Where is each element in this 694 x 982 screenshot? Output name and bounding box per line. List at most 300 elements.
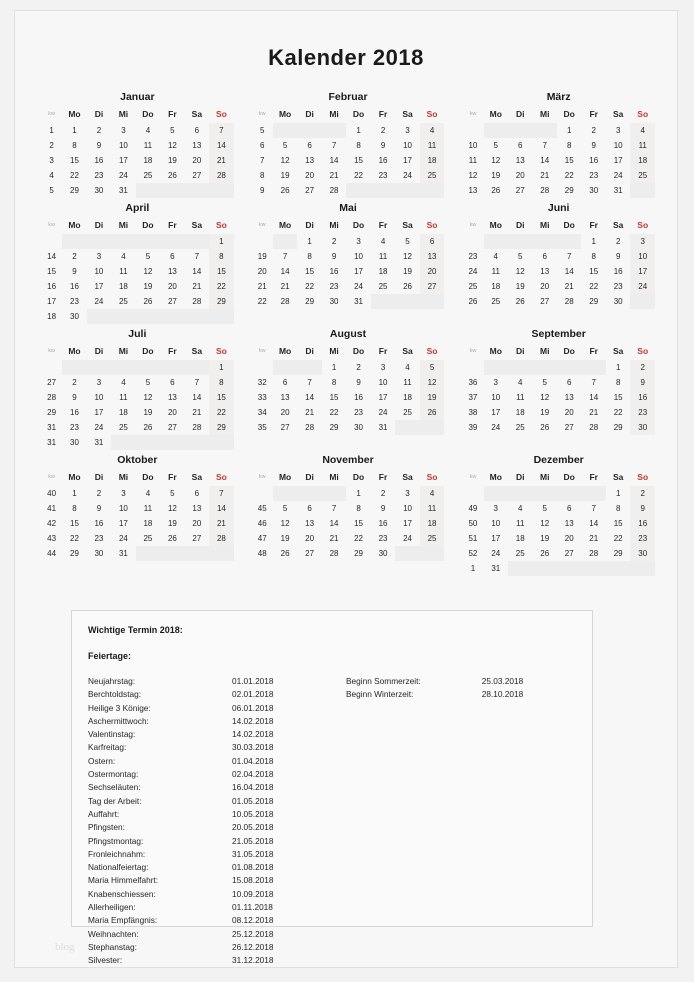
day-cell[interactable]: 30 bbox=[613, 297, 623, 306]
day-cell[interactable]: 22 bbox=[613, 408, 623, 417]
day-cell[interactable]: 18 bbox=[403, 393, 412, 402]
day-cell[interactable]: 28 bbox=[564, 297, 574, 306]
day-cell[interactable]: 2 bbox=[380, 489, 386, 498]
day-cell[interactable]: 16 bbox=[378, 519, 388, 528]
day-cell[interactable]: 6 bbox=[567, 504, 572, 513]
day-cell[interactable]: 19 bbox=[540, 408, 550, 417]
day-cell[interactable]: 10 bbox=[630, 249, 655, 264]
day-cell[interactable]: 23 bbox=[589, 171, 599, 180]
day-cell[interactable]: 27 bbox=[192, 534, 202, 543]
day-cell[interactable]: 14 bbox=[329, 156, 339, 165]
day-cell[interactable]: 10 bbox=[94, 267, 104, 276]
day-cell[interactable]: 8 bbox=[331, 378, 337, 387]
day-cell[interactable]: 24 bbox=[118, 171, 128, 180]
day-cell[interactable]: 8 bbox=[72, 141, 77, 150]
day-cell[interactable]: 4 bbox=[145, 489, 151, 498]
day-cell[interactable]: 9 bbox=[72, 393, 77, 402]
day-cell[interactable]: 30 bbox=[630, 546, 655, 561]
day-cell[interactable]: 5 bbox=[282, 504, 288, 513]
day-cell[interactable]: 28 bbox=[589, 423, 599, 432]
day-cell[interactable]: 6 bbox=[170, 378, 175, 387]
day-cell[interactable]: 6 bbox=[194, 126, 200, 135]
day-cell[interactable]: 1 bbox=[209, 360, 234, 375]
day-cell[interactable]: 17 bbox=[403, 519, 412, 528]
day-cell[interactable]: 29 bbox=[613, 549, 623, 558]
day-cell[interactable]: 30 bbox=[354, 423, 363, 432]
day-cell[interactable]: 5 bbox=[170, 126, 175, 135]
day-cell[interactable]: 7 bbox=[542, 141, 547, 150]
day-cell[interactable]: 9 bbox=[72, 267, 77, 276]
day-cell[interactable]: 1 bbox=[591, 237, 596, 246]
day-cell[interactable]: 7 bbox=[307, 378, 312, 387]
day-cell[interactable]: 28 bbox=[329, 186, 339, 195]
day-cell[interactable]: 26 bbox=[540, 423, 550, 432]
day-cell[interactable]: 20 bbox=[564, 534, 574, 543]
day-cell[interactable]: 15 bbox=[70, 519, 79, 528]
day-cell[interactable]: 21 bbox=[305, 408, 315, 417]
day-cell[interactable]: 12 bbox=[280, 156, 290, 165]
day-cell[interactable]: 23 bbox=[70, 423, 79, 432]
day-cell[interactable]: 6 bbox=[567, 378, 572, 387]
day-cell[interactable]: 9 bbox=[380, 141, 386, 150]
day-cell[interactable]: 9 bbox=[380, 504, 386, 513]
day-cell[interactable]: 1 bbox=[567, 126, 572, 135]
day-cell[interactable]: 4 bbox=[518, 504, 523, 513]
day-cell[interactable]: 19 bbox=[540, 534, 550, 543]
day-cell[interactable]: 11 bbox=[491, 267, 500, 276]
day-cell[interactable]: 24 bbox=[613, 171, 623, 180]
day-cell[interactable]: 17 bbox=[118, 156, 128, 165]
day-cell[interactable]: 19 bbox=[167, 519, 177, 528]
day-cell[interactable]: 17 bbox=[630, 264, 655, 279]
day-cell[interactable]: 27 bbox=[564, 423, 574, 432]
day-cell[interactable]: 15 bbox=[209, 390, 234, 405]
day-cell[interactable]: 5 bbox=[145, 378, 151, 387]
day-cell[interactable]: 30 bbox=[94, 549, 104, 558]
day-cell[interactable]: 19 bbox=[280, 534, 290, 543]
day-cell[interactable]: 31 bbox=[118, 549, 128, 558]
day-cell[interactable]: 4 bbox=[405, 363, 410, 372]
day-cell[interactable]: 24 bbox=[354, 282, 363, 291]
day-cell[interactable]: 1 bbox=[356, 489, 361, 498]
day-cell[interactable]: 8 bbox=[356, 504, 361, 513]
day-cell[interactable]: 28 bbox=[209, 168, 234, 183]
day-cell[interactable]: 17 bbox=[491, 534, 501, 543]
day-cell[interactable]: 24 bbox=[491, 549, 501, 558]
day-cell[interactable]: 20 bbox=[167, 282, 177, 291]
day-cell[interactable]: 10 bbox=[491, 519, 501, 528]
day-cell[interactable]: 3 bbox=[380, 363, 386, 372]
day-cell[interactable]: 10 bbox=[613, 141, 623, 150]
day-cell[interactable]: 14 bbox=[564, 267, 574, 276]
day-cell[interactable]: 5 bbox=[282, 141, 288, 150]
day-cell[interactable]: 26 bbox=[143, 297, 153, 306]
day-cell[interactable]: 12 bbox=[280, 519, 290, 528]
day-cell[interactable]: 10 bbox=[94, 393, 104, 402]
day-cell[interactable]: 5 bbox=[493, 141, 498, 150]
day-cell[interactable]: 19 bbox=[143, 408, 153, 417]
day-cell[interactable]: 6 bbox=[282, 378, 288, 387]
day-cell[interactable]: 13 bbox=[192, 141, 202, 150]
day-cell[interactable]: 20 bbox=[192, 156, 202, 165]
day-cell[interactable]: 9 bbox=[96, 504, 102, 513]
day-cell[interactable]: 22 bbox=[305, 282, 315, 291]
day-cell[interactable]: 22 bbox=[613, 534, 623, 543]
day-cell[interactable]: 29 bbox=[354, 549, 363, 558]
day-cell[interactable]: 14 bbox=[280, 267, 290, 276]
day-cell[interactable]: 17 bbox=[378, 393, 388, 402]
day-cell[interactable]: 21 bbox=[209, 516, 234, 531]
day-cell[interactable]: 18 bbox=[491, 282, 501, 291]
day-cell[interactable]: 16 bbox=[70, 282, 79, 291]
day-cell[interactable]: 12 bbox=[403, 252, 412, 261]
day-cell[interactable]: 9 bbox=[96, 141, 102, 150]
day-cell[interactable]: 5 bbox=[542, 504, 547, 513]
day-cell[interactable]: 15 bbox=[613, 393, 623, 402]
day-cell[interactable]: 15 bbox=[613, 519, 623, 528]
day-cell[interactable]: 16 bbox=[354, 393, 363, 402]
day-cell[interactable]: 23 bbox=[378, 534, 388, 543]
day-cell[interactable]: 3 bbox=[121, 126, 126, 135]
day-cell[interactable]: 30 bbox=[630, 420, 655, 435]
day-cell[interactable]: 9 bbox=[630, 501, 655, 516]
day-cell[interactable]: 27 bbox=[167, 423, 177, 432]
day-cell[interactable]: 21 bbox=[280, 282, 290, 291]
day-cell[interactable]: 20 bbox=[420, 264, 445, 279]
day-cell[interactable]: 3 bbox=[121, 489, 126, 498]
day-cell[interactable]: 22 bbox=[329, 408, 339, 417]
day-cell[interactable]: 16 bbox=[329, 267, 339, 276]
day-cell[interactable]: 26 bbox=[280, 549, 290, 558]
day-cell[interactable]: 13 bbox=[280, 393, 290, 402]
day-cell[interactable]: 4 bbox=[493, 252, 498, 261]
day-cell[interactable]: 13 bbox=[167, 393, 177, 402]
day-cell[interactable]: 22 bbox=[209, 405, 234, 420]
day-cell[interactable]: 3 bbox=[356, 237, 361, 246]
day-cell[interactable]: 3 bbox=[96, 252, 102, 261]
day-cell[interactable]: 11 bbox=[403, 378, 412, 387]
day-cell[interactable]: 16 bbox=[613, 267, 623, 276]
day-cell[interactable]: 22 bbox=[70, 534, 79, 543]
day-cell[interactable]: 23 bbox=[354, 408, 363, 417]
day-cell[interactable]: 3 bbox=[630, 234, 655, 249]
day-cell[interactable]: 25 bbox=[378, 282, 388, 291]
day-cell[interactable]: 5 bbox=[518, 252, 523, 261]
day-cell[interactable]: 6 bbox=[542, 252, 547, 261]
day-cell[interactable]: 12 bbox=[420, 375, 445, 390]
day-cell[interactable]: 2 bbox=[630, 360, 655, 375]
day-cell[interactable]: 31 bbox=[613, 186, 623, 195]
day-cell[interactable]: 6 bbox=[420, 234, 445, 249]
day-cell[interactable]: 13 bbox=[515, 156, 525, 165]
day-cell[interactable]: 18 bbox=[515, 534, 525, 543]
day-cell[interactable]: 15 bbox=[329, 393, 339, 402]
day-cell[interactable]: 9 bbox=[630, 375, 655, 390]
day-cell[interactable]: 2 bbox=[356, 363, 361, 372]
day-cell[interactable]: 26 bbox=[143, 423, 153, 432]
day-cell[interactable]: 31 bbox=[491, 564, 501, 573]
day-cell[interactable]: 5 bbox=[542, 378, 547, 387]
day-cell[interactable]: 9 bbox=[591, 141, 596, 150]
day-cell[interactable]: 8 bbox=[209, 375, 234, 390]
day-cell[interactable]: 16 bbox=[630, 390, 655, 405]
day-cell[interactable]: 20 bbox=[280, 408, 290, 417]
day-cell[interactable]: 26 bbox=[403, 282, 412, 291]
day-cell[interactable]: 12 bbox=[540, 393, 550, 402]
day-cell[interactable]: 18 bbox=[420, 153, 445, 168]
day-cell[interactable]: 2 bbox=[331, 237, 337, 246]
day-cell[interactable]: 31 bbox=[118, 186, 128, 195]
day-cell[interactable]: 7 bbox=[591, 504, 596, 513]
day-cell[interactable]: 17 bbox=[403, 156, 412, 165]
day-cell[interactable]: 28 bbox=[209, 531, 234, 546]
day-cell[interactable]: 19 bbox=[420, 390, 445, 405]
day-cell[interactable]: 23 bbox=[94, 534, 104, 543]
day-cell[interactable]: 3 bbox=[96, 378, 102, 387]
day-cell[interactable]: 21 bbox=[589, 408, 599, 417]
day-cell[interactable]: 30 bbox=[329, 297, 339, 306]
day-cell[interactable]: 25 bbox=[118, 297, 128, 306]
day-cell[interactable]: 2 bbox=[96, 126, 102, 135]
day-cell[interactable]: 4 bbox=[380, 237, 386, 246]
day-cell[interactable]: 16 bbox=[630, 516, 655, 531]
day-cell[interactable]: 8 bbox=[615, 378, 621, 387]
day-cell[interactable]: 13 bbox=[564, 393, 574, 402]
day-cell[interactable]: 4 bbox=[121, 378, 126, 387]
day-cell[interactable]: 2 bbox=[72, 378, 77, 387]
day-cell[interactable]: 13 bbox=[305, 519, 315, 528]
day-cell[interactable]: 1 bbox=[72, 126, 77, 135]
day-cell[interactable]: 19 bbox=[515, 282, 525, 291]
day-cell[interactable]: 3 bbox=[405, 126, 410, 135]
day-cell[interactable]: 24 bbox=[630, 279, 655, 294]
day-cell[interactable]: 18 bbox=[420, 516, 445, 531]
day-cell[interactable]: 20 bbox=[540, 282, 550, 291]
day-cell[interactable]: 14 bbox=[589, 519, 599, 528]
day-cell[interactable]: 14 bbox=[329, 519, 339, 528]
day-cell[interactable]: 16 bbox=[589, 156, 599, 165]
day-cell[interactable]: 18 bbox=[143, 519, 153, 528]
day-cell[interactable]: 18 bbox=[143, 156, 153, 165]
day-cell[interactable]: 7 bbox=[331, 504, 337, 513]
day-cell[interactable]: 29 bbox=[70, 549, 79, 558]
day-cell[interactable]: 4 bbox=[145, 126, 151, 135]
day-cell[interactable]: 28 bbox=[192, 297, 202, 306]
day-cell[interactable]: 5 bbox=[170, 489, 175, 498]
day-cell[interactable]: 25 bbox=[143, 171, 153, 180]
day-cell[interactable]: 19 bbox=[280, 171, 290, 180]
day-cell[interactable]: 24 bbox=[94, 423, 104, 432]
day-cell[interactable]: 26 bbox=[515, 297, 525, 306]
day-cell[interactable]: 24 bbox=[403, 171, 412, 180]
day-cell[interactable]: 1 bbox=[72, 489, 77, 498]
day-cell[interactable]: 25 bbox=[630, 168, 655, 183]
day-cell[interactable]: 20 bbox=[305, 534, 315, 543]
day-cell[interactable]: 11 bbox=[378, 252, 388, 261]
day-cell[interactable]: 30 bbox=[589, 186, 599, 195]
day-cell[interactable]: 9 bbox=[615, 252, 621, 261]
day-cell[interactable]: 6 bbox=[518, 141, 523, 150]
day-cell[interactable]: 10 bbox=[378, 378, 388, 387]
day-cell[interactable]: 10 bbox=[118, 141, 128, 150]
day-cell[interactable]: 10 bbox=[354, 252, 363, 261]
day-cell[interactable]: 26 bbox=[167, 534, 177, 543]
day-cell[interactable]: 13 bbox=[305, 156, 315, 165]
day-cell[interactable]: 12 bbox=[491, 156, 501, 165]
day-cell[interactable]: 20 bbox=[564, 408, 574, 417]
day-cell[interactable]: 14 bbox=[540, 156, 550, 165]
day-cell[interactable]: 8 bbox=[567, 141, 572, 150]
day-cell[interactable]: 26 bbox=[420, 405, 445, 420]
day-cell[interactable]: 22 bbox=[209, 279, 234, 294]
day-cell[interactable]: 28 bbox=[329, 549, 339, 558]
day-cell[interactable]: 25 bbox=[515, 423, 525, 432]
day-cell[interactable]: 2 bbox=[591, 126, 596, 135]
day-cell[interactable]: 29 bbox=[329, 423, 339, 432]
day-cell[interactable]: 3 bbox=[405, 489, 410, 498]
day-cell[interactable]: 12 bbox=[540, 519, 550, 528]
day-cell[interactable]: 4 bbox=[630, 123, 655, 138]
day-cell[interactable]: 17 bbox=[118, 519, 128, 528]
day-cell[interactable]: 21 bbox=[589, 534, 599, 543]
day-cell[interactable]: 12 bbox=[515, 267, 525, 276]
day-cell[interactable]: 1 bbox=[331, 363, 337, 372]
day-cell[interactable]: 17 bbox=[613, 156, 623, 165]
day-cell[interactable]: 14 bbox=[589, 393, 599, 402]
day-cell[interactable]: 11 bbox=[420, 501, 445, 516]
day-cell[interactable]: 1 bbox=[209, 234, 234, 249]
day-cell[interactable]: 29 bbox=[589, 297, 599, 306]
day-cell[interactable]: 2 bbox=[380, 126, 386, 135]
day-cell[interactable]: 12 bbox=[143, 393, 153, 402]
day-cell[interactable]: 26 bbox=[167, 171, 177, 180]
day-cell[interactable]: 23 bbox=[613, 282, 623, 291]
day-cell[interactable]: 27 bbox=[305, 186, 315, 195]
day-cell[interactable]: 23 bbox=[70, 297, 79, 306]
day-cell[interactable]: 27 bbox=[564, 549, 574, 558]
day-cell[interactable]: 29 bbox=[209, 420, 234, 435]
day-cell[interactable]: 15 bbox=[70, 156, 79, 165]
day-cell[interactable]: 18 bbox=[118, 282, 128, 291]
day-cell[interactable]: 28 bbox=[192, 423, 202, 432]
day-cell[interactable]: 15 bbox=[209, 264, 234, 279]
day-cell[interactable]: 24 bbox=[94, 297, 104, 306]
day-cell[interactable]: 14 bbox=[305, 393, 315, 402]
day-cell[interactable]: 13 bbox=[420, 249, 445, 264]
day-cell[interactable]: 21 bbox=[209, 153, 234, 168]
day-cell[interactable]: 14 bbox=[209, 501, 234, 516]
day-cell[interactable]: 25 bbox=[143, 534, 153, 543]
day-cell[interactable]: 21 bbox=[540, 171, 550, 180]
day-cell[interactable]: 23 bbox=[329, 282, 339, 291]
day-cell[interactable]: 19 bbox=[143, 282, 153, 291]
day-cell[interactable]: 11 bbox=[420, 138, 445, 153]
day-cell[interactable]: 27 bbox=[167, 297, 177, 306]
day-cell[interactable]: 8 bbox=[615, 504, 621, 513]
day-cell[interactable]: 10 bbox=[403, 141, 412, 150]
day-cell[interactable]: 28 bbox=[540, 186, 550, 195]
day-cell[interactable]: 18 bbox=[378, 267, 388, 276]
day-cell[interactable]: 11 bbox=[143, 141, 153, 150]
day-cell[interactable]: 23 bbox=[630, 531, 655, 546]
day-cell[interactable]: 25 bbox=[515, 549, 525, 558]
day-cell[interactable]: 1 bbox=[356, 126, 361, 135]
day-cell[interactable]: 18 bbox=[118, 408, 128, 417]
day-cell[interactable]: 13 bbox=[540, 267, 550, 276]
day-cell[interactable]: 19 bbox=[167, 156, 177, 165]
day-cell[interactable]: 25 bbox=[491, 297, 501, 306]
day-cell[interactable]: 21 bbox=[192, 282, 202, 291]
day-cell[interactable]: 27 bbox=[515, 186, 525, 195]
day-cell[interactable]: 29 bbox=[613, 423, 623, 432]
day-cell[interactable]: 13 bbox=[564, 519, 574, 528]
day-cell[interactable]: 4 bbox=[420, 123, 445, 138]
day-cell[interactable]: 6 bbox=[194, 489, 200, 498]
day-cell[interactable]: 11 bbox=[630, 138, 655, 153]
day-cell[interactable]: 8 bbox=[356, 141, 361, 150]
day-cell[interactable]: 1 bbox=[615, 489, 621, 498]
day-cell[interactable]: 20 bbox=[305, 171, 315, 180]
day-cell[interactable]: 24 bbox=[491, 423, 501, 432]
day-cell[interactable]: 7 bbox=[194, 252, 200, 261]
day-cell[interactable]: 8 bbox=[209, 249, 234, 264]
day-cell[interactable]: 15 bbox=[305, 267, 315, 276]
day-cell[interactable]: 4 bbox=[121, 252, 126, 261]
day-cell[interactable]: 22 bbox=[354, 534, 363, 543]
day-cell[interactable]: 29 bbox=[305, 297, 315, 306]
day-cell[interactable]: 5 bbox=[145, 252, 151, 261]
day-cell[interactable]: 31 bbox=[94, 438, 104, 447]
day-cell[interactable]: 12 bbox=[167, 504, 177, 513]
day-cell[interactable]: 17 bbox=[354, 267, 363, 276]
day-cell[interactable]: 15 bbox=[589, 267, 599, 276]
day-cell[interactable]: 17 bbox=[94, 282, 104, 291]
day-cell[interactable]: 20 bbox=[192, 519, 202, 528]
day-cell[interactable]: 30 bbox=[94, 186, 104, 195]
day-cell[interactable]: 7 bbox=[567, 252, 572, 261]
day-cell[interactable]: 21 bbox=[564, 282, 574, 291]
day-cell[interactable]: 7 bbox=[282, 252, 288, 261]
day-cell[interactable]: 10 bbox=[403, 504, 412, 513]
day-cell[interactable]: 11 bbox=[119, 393, 128, 402]
day-cell[interactable]: 16 bbox=[70, 408, 79, 417]
day-cell[interactable]: 7 bbox=[194, 378, 200, 387]
day-cell[interactable]: 6 bbox=[307, 504, 312, 513]
day-cell[interactable]: 23 bbox=[94, 171, 104, 180]
day-cell[interactable]: 25 bbox=[403, 408, 412, 417]
day-cell[interactable]: 1 bbox=[615, 363, 621, 372]
day-cell[interactable]: 23 bbox=[378, 171, 388, 180]
day-cell[interactable]: 11 bbox=[516, 519, 525, 528]
day-cell[interactable]: 16 bbox=[94, 519, 104, 528]
day-cell[interactable]: 13 bbox=[167, 267, 177, 276]
day-cell[interactable]: 27 bbox=[540, 297, 550, 306]
day-cell[interactable]: 28 bbox=[305, 423, 315, 432]
day-cell[interactable]: 3 bbox=[493, 378, 498, 387]
day-cell[interactable]: 5 bbox=[405, 237, 410, 246]
day-cell[interactable]: 27 bbox=[305, 549, 315, 558]
day-cell[interactable]: 19 bbox=[403, 267, 412, 276]
day-cell[interactable]: 2 bbox=[630, 486, 655, 501]
day-cell[interactable]: 11 bbox=[516, 393, 525, 402]
day-cell[interactable]: 25 bbox=[420, 531, 445, 546]
day-cell[interactable]: 3 bbox=[493, 504, 498, 513]
day-cell[interactable]: 1 bbox=[307, 237, 312, 246]
day-cell[interactable]: 12 bbox=[143, 267, 153, 276]
day-cell[interactable]: 29 bbox=[209, 294, 234, 309]
day-cell[interactable]: 22 bbox=[70, 171, 79, 180]
day-cell[interactable]: 20 bbox=[167, 408, 177, 417]
